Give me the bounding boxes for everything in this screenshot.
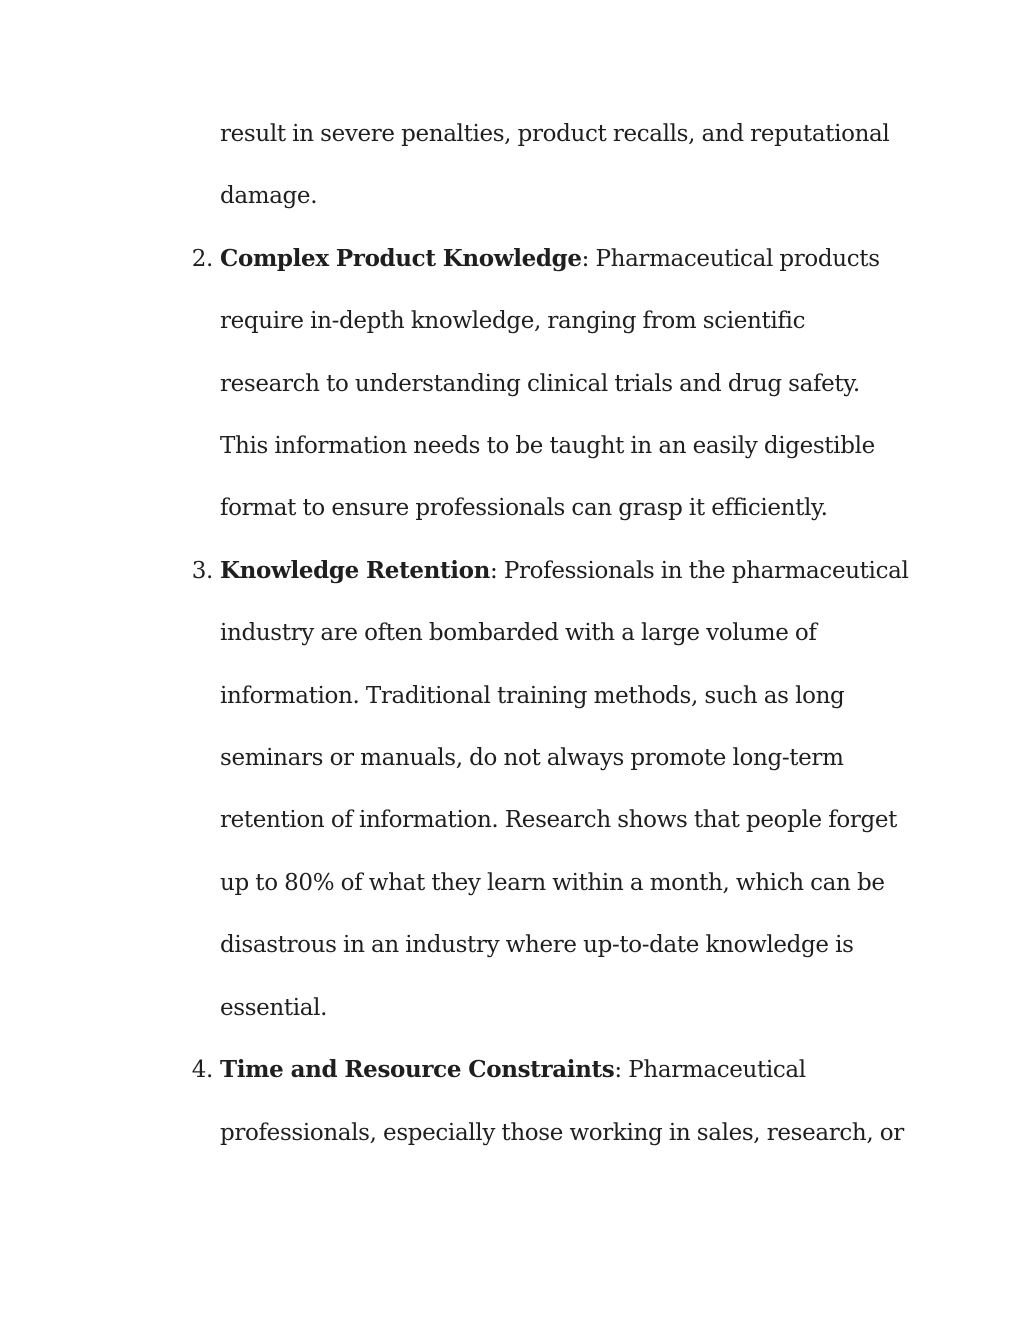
list-item-text: : Professionals in the pharmaceutical industry are often bombarded with a large volume of information. Traditional training methods, such as long seminars or manuals, do not always promote long-term retention of information. Research shows that people forget up to 80% of what they learn within a month, which can be disastrous in an industry where up-to-date knowledge is essential. [220, 557, 909, 1021]
list-item-number: 2. [191, 245, 213, 272]
list-item-text: result in severe penalties, product recalls, and reputational damage. [220, 121, 890, 210]
list-item-term: Time and Resource Constraints [220, 1056, 615, 1084]
list-item-term: Knowledge Retention [220, 556, 491, 584]
list-item-number: 3. [191, 557, 213, 584]
list-item-3 [0, 540, 910, 1039]
list-item-2 [0, 228, 910, 540]
list-item-text: : Pharmaceutical products require in-depth knowledge, ranging from scientific research to understanding clinical trials and drug safety. This information needs to be taught in an easily digestible format to ensure professionals can grasp it efficiently. [220, 245, 880, 522]
numbered-list [0, 103, 1024, 1164]
list-item-term: Complex Product Knowledge [220, 244, 582, 272]
list-item-number: 4. [191, 1057, 213, 1084]
list-item-text: : Pharmaceutical professionals, especially those working in sales, research, or [220, 1057, 904, 1146]
list-item-4 [0, 1039, 910, 1164]
list-item-1-continuation [0, 103, 910, 228]
